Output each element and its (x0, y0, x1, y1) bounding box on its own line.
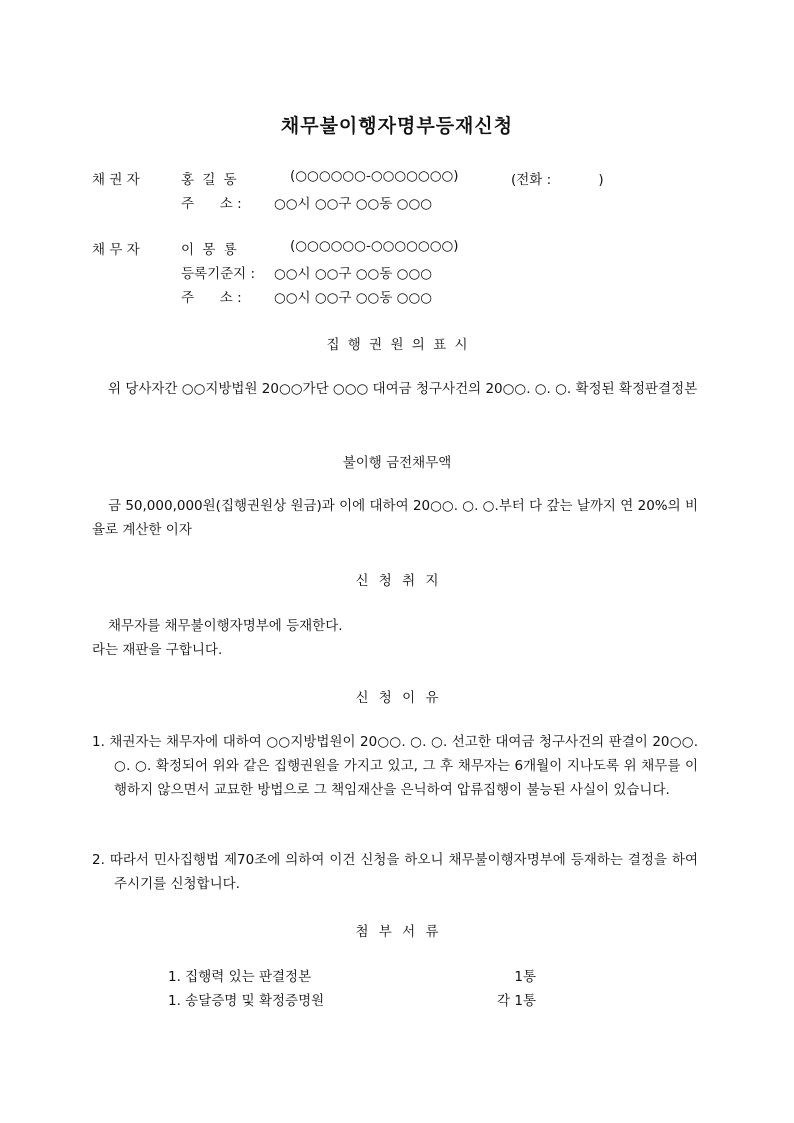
creditor-address-label: 주 소 : (181, 196, 242, 212)
debtor-registration-address: ○○시 ○○구 ○○동 ○○○ (274, 266, 433, 282)
attachment-label: 1. 송달증명 및 확정증명원 (168, 993, 325, 1009)
debtor-address: ○○시 ○○구 ○○동 ○○○ (274, 290, 433, 306)
attachment-label: 1. 집행력 있는 판결정본 (168, 969, 312, 985)
creditor-name: 홍 길 동 (181, 172, 237, 188)
reason-item-1: 1. 채권자는 채무자에 대하여 ○○지방법원이 20○○. ○. ○. 선고한 대여금 청구사건의 판결이 20○○. ○. ○. 확정되어 위와 같은 집행권원을 가지고 있고, 그 후 채무자는 6개월이 지나도록 위 채무를 이행하지 않으면서 교묘한 방법으로 그 책임재산을 은닉하여 압류집행이 불능된 사실이 있습니다. (92, 734, 698, 798)
attachment-quantity: 1통 (514, 969, 536, 985)
purpose-line-2: 라는 재판을 구합니다. (92, 642, 223, 658)
attachment-quantity: 각 1통 (497, 993, 536, 1009)
debtor-name: 이 몽 룡 (181, 242, 237, 258)
creditor-role: 채 권 자 (92, 172, 140, 188)
section-title-reason: 신 청 이 유 (355, 690, 439, 706)
section-title-purpose: 신 청 취 지 (355, 573, 439, 589)
document-title: 채무불이행자명부등재신청 (280, 115, 514, 137)
purpose-line-1: 채무자를 채무불이행자명부에 등재한다. (108, 618, 343, 634)
reason-item-2: 2. 따라서 민사집행법 제70조에 의하여 이건 신청을 하오니 채무불이행자명부에 등재하는 결정을 하여 주시기를 신청합니다. (92, 852, 698, 892)
creditor-phone: (전화 : ) (511, 172, 604, 188)
section-title-attachments: 첨 부 서 류 (355, 924, 439, 940)
debtor-role: 채 무 자 (92, 242, 140, 258)
obligation-text: 금 50,000,000원(집행권원상 원금)과 이에 대하여 20○○. ○. ○.부터 다 갚는 날까지 연 20%의 비율로 계산한 이자 (92, 498, 698, 538)
section-title-basis: 집 행 권 원 의 표 시 (326, 337, 468, 353)
creditor-id: (○○○○○○-○○○○○○○) (290, 168, 459, 184)
debtor-address-label: 주 소 : (181, 290, 242, 306)
debtor-registration-label: 등록기준지 : (181, 266, 256, 282)
debtor-id: (○○○○○○-○○○○○○○) (290, 238, 459, 254)
basis-text: 위 당사자간 ○○지방법원 20○○가단 ○○○ 대여금 청구사건의 20○○. ○. ○. 확정된 확정판결정본 (108, 381, 698, 397)
section-title-obligation: 불이행 금전채무액 (342, 455, 452, 471)
creditor-address: ○○시 ○○구 ○○동 ○○○ (274, 196, 433, 212)
